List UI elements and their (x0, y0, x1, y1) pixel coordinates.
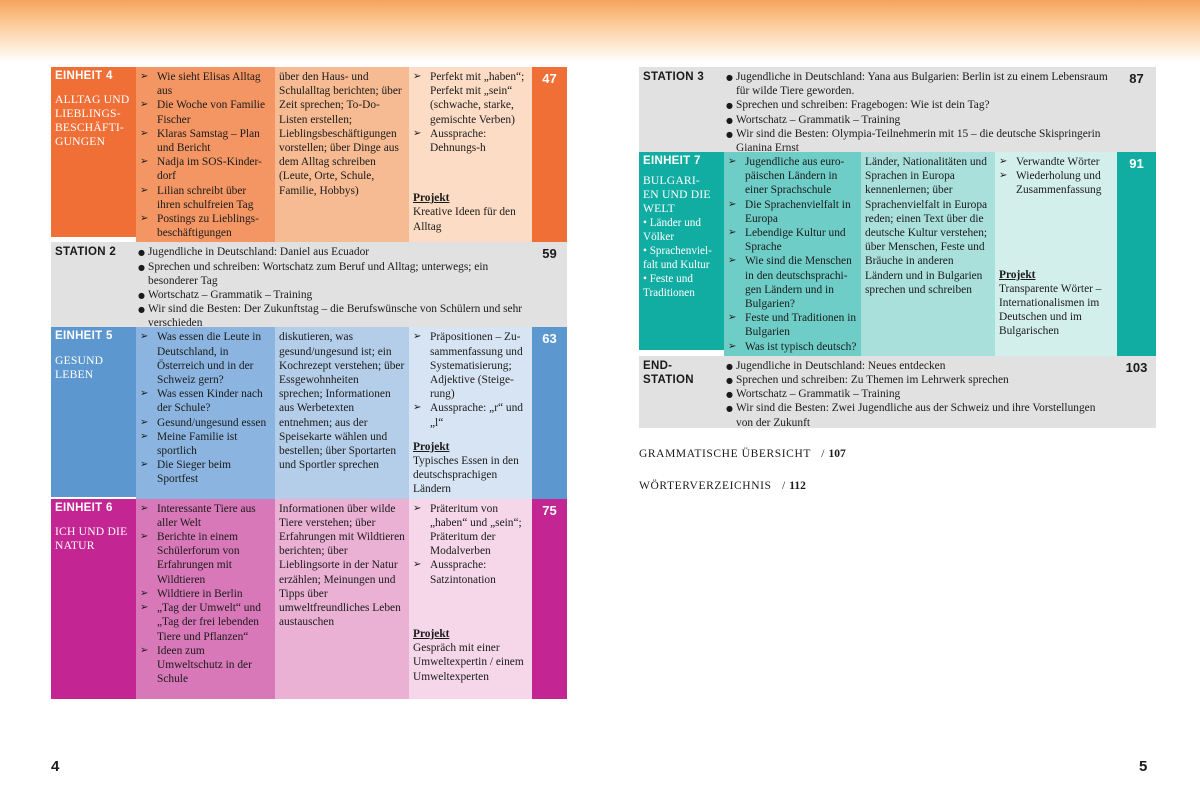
project-text: Kreative Ideen für den Alltag (413, 206, 516, 233)
list-item: ➢ Lebendige Kultur und Sprache (728, 226, 857, 254)
list-item: ➢ Die Woche von Familie Fischer (140, 98, 271, 126)
index-label: WÖRTERVERZEICHNIS (639, 480, 772, 492)
unit6-page-number: 75 (532, 499, 567, 699)
list-item: ➢ Präteritum von „haben“ und „sein“; Präteritum der Modalverben (413, 502, 528, 559)
station2-label: STATION 2 (55, 246, 117, 259)
list-item: ➢ Wildtiere in Berlin (140, 587, 271, 601)
unit7-page-number: 91 (1117, 152, 1156, 356)
unit7-skills: Länder, Nationalitäten und Sprachen in Europa kennenlernen; über Sprachenvielfalt in Europa reden; einen Text über die deutsche Kultur verstehen; über Menschen, Feste und Bräuche in anderen Ländern und in Bulgarien sprechen und schreiben (861, 152, 995, 356)
project-text: Gespräch mit einer Umweltexpertin / einem Umweltexperten (413, 642, 524, 683)
list-item: ➢ Die Sieger beim Sportfest (140, 458, 271, 486)
top-gradient-band (0, 0, 1200, 62)
list-item: ➢ Was essen Kinder nach der Schule? (140, 387, 271, 415)
list-item: ➢ Aussprache: Dehnungs-h (413, 127, 528, 155)
list-item: ● Jugendliche in Deutschland: Yana aus Bulgarien: Berlin ist zu einem Lebensraum für wilde Tiere geworden. (726, 70, 1113, 98)
index-label: GRAMMATISCHE ÜBERSICHT (639, 448, 811, 460)
list-item: ➢ Nadja im SOS-Kinder-dorf (140, 155, 271, 183)
list-item: ➢ Meine Familie ist sportlich (140, 430, 271, 458)
list-item: ● Wortschatz – Grammatik – Training (726, 387, 1113, 401)
list-item: ● Jugendliche in Deutschland: Daniel aus Ecuador (138, 245, 528, 259)
station3-row (639, 67, 1156, 155)
unit7-subtopics: • Länder und Völker • Sprachenviel- falt und Kultur • Feste und Traditionen (643, 217, 712, 300)
unit5-page-number: 63 (532, 327, 567, 498)
unit5-header (51, 327, 136, 497)
unit4-page-number: 47 (532, 67, 567, 242)
unit4-label: EINHEIT 4 (55, 70, 113, 82)
unit7-project (999, 268, 1113, 339)
unit5-title: GESUND LEBEN (55, 353, 104, 381)
list-item: ➢ Was ist typisch deutsch? (728, 340, 857, 354)
list-item: ➢ Gesund/ungesund essen (140, 416, 271, 430)
index-separator: / (781, 480, 786, 492)
list-item: ● Sprechen und schreiben: Zu Themen im Lehrwerk sprechen (726, 373, 1113, 387)
index-page: 112 (789, 480, 806, 492)
station3-label: STATION 3 (643, 71, 705, 83)
project-label: Projekt (413, 627, 450, 640)
page-number-right: 5 (1139, 758, 1148, 775)
left-page-contents-table (51, 67, 567, 699)
unit7-header (639, 152, 724, 350)
project-label: Projekt (413, 192, 450, 205)
station2-row (51, 242, 567, 330)
list-item: ➢ Wiederholung und Zusammenfassung (999, 169, 1113, 197)
list-item: ● Wortschatz – Grammatik – Training (726, 113, 1113, 127)
unit6-skills: Informationen über wilde Tiere verstehen; über Erfahrungen mit Wildtieren berichten; über Lieblingsorte in der Natur erzählen; Meinungen und Tipps über umweltfreundliches Leben austauschen (275, 499, 409, 699)
list-item: ➢ Lilian schreibt über ihren schulfreien Tag (140, 184, 271, 212)
endstation-row (639, 356, 1156, 428)
endstation-page-number: 103 (1125, 359, 1148, 375)
unit5-skills: diskutieren, was gesund/ungesund ist; ein Kochrezept verstehen; über Essgewohnheiten sprechen; Informationen aus Werbetexten entnehmen; aus der Speisekarte wählen und bestellen; über Sportarten und Sportler sprechen (275, 327, 409, 498)
unit7-label: EINHEIT 7 (643, 155, 701, 167)
list-item: ● Wir sind die Besten: Der Zukunftstag – die Berufswünsche von Schülern und sehr verschieden (138, 302, 528, 330)
unit7-grammar (995, 152, 1117, 356)
list-item: ➢ Aussprache: Satzintonation (413, 558, 528, 586)
project-label: Projekt (413, 440, 450, 453)
list-item: ● Wortschatz – Grammatik – Training (138, 288, 528, 302)
list-item: ➢ Jugendliche aus euro-päischen Ländern in einer Sprachschule (728, 155, 857, 198)
station2-page-number: 59 (542, 246, 557, 262)
endstation-items (724, 356, 1117, 432)
station3-items (724, 67, 1117, 157)
index-grammar-overview (639, 448, 846, 460)
list-item: ➢ Perfekt mit „haben“; Perfekt mit „sein“ (schwache, starke, gemischte Verben) (413, 70, 528, 127)
list-item: ➢ Was essen die Leute in Deutschland, in Österreich und in der Schweiz gern? (140, 330, 271, 387)
unit4-header (51, 67, 136, 237)
list-item: ➢ Verwandte Wörter (999, 155, 1113, 169)
endstation-label: END- STATION (643, 359, 694, 386)
index-page: 107 (828, 448, 846, 460)
page-number-left: 4 (51, 758, 60, 775)
index-separator: / (821, 448, 826, 460)
unit4-texts (136, 67, 275, 242)
list-item: ➢ Klaras Samstag – Plan und Bericht (140, 127, 271, 155)
unit6-header (51, 499, 136, 699)
list-item: ➢ Wie sieht Elisas Alltag aus (140, 70, 271, 98)
project-text: Transparente Wörter – Internationalismen im Deutschen und im Bulgarischen (999, 282, 1102, 338)
unit6-project (413, 627, 528, 684)
unit7-texts (724, 152, 861, 356)
project-label: Projekt (999, 268, 1036, 281)
index-vocabulary (639, 480, 806, 492)
unit6-grammar (409, 499, 532, 699)
unit5-project (413, 440, 528, 497)
unit5-grammar (409, 327, 532, 498)
list-item: ● Wir sind die Besten: Olympia-Teilnehmerin mit 15 – die deutsche Skispringerin Gianina Ernst (726, 127, 1113, 155)
unit5-label: EINHEIT 5 (55, 330, 113, 343)
list-item: ● Sprechen und schreiben: Fragebogen: Wie ist dein Tag? (726, 98, 1113, 112)
list-item: ● Jugendliche in Deutschland: Neues entdecken (726, 359, 1113, 373)
list-item: ➢ Feste und Traditionen in Bulgarien (728, 311, 857, 339)
right-page-contents-table (639, 67, 1156, 428)
unit4-project (413, 191, 528, 234)
unit6-texts (136, 499, 275, 699)
unit4-grammar (409, 67, 532, 242)
unit4-skills: über den Haus- und Schulalltag berichten; über Zeit sprechen; To-Do-Listen erstellen; Lieblingsbeschäftigungen vorstellen; über Dinge aus dem Alltag schreiben (Leute, Orte, Schule, Familie, Hobbys) (275, 67, 409, 242)
station3-page-number: 87 (1129, 71, 1144, 86)
unit5-texts (136, 327, 275, 498)
list-item: ➢ Die Sprachenvielfalt in Europa (728, 198, 857, 226)
unit7-title: BULGARI- EN UND DIE WELT (643, 174, 711, 216)
list-item: ➢ Wie sind die Menschen in den deutschsprachi-gen Ländern und in Bulgarien? (728, 254, 857, 311)
unit6-label: EINHEIT 6 (55, 501, 113, 514)
unit6-title: ICH UND DIE NATUR (55, 524, 128, 552)
station2-items (136, 242, 532, 332)
list-item: ➢ Präpositionen – Zu-sammenfassung und Systematisierung; Adjektive (Steige-rung) (413, 330, 528, 401)
list-item: ➢ Ideen zum Umweltschutz in der Schule (140, 644, 271, 687)
unit4-title: ALLTAG UND LIEBLINGS- BESCHÄFTI- GUNGEN (55, 93, 130, 149)
list-item: ➢ Interessante Tiere aus aller Welt (140, 502, 271, 530)
list-item: ● Sprechen und schreiben: Wortschatz zum Beruf und Alltag; unterwegs; ein besonderer Tag (138, 260, 528, 288)
list-item: ➢ Postings zu Lieblings-beschäftigungen (140, 212, 271, 240)
list-item: ➢ „Tag der Umwelt“ und „Tag der frei lebenden Tiere und Pflanzen“ (140, 601, 271, 644)
list-item: ➢ Aussprache: „r“ und „l“ (413, 401, 528, 429)
list-item: ● Wir sind die Besten: Zwei Jugendliche aus der Schweiz und ihre Vorstellungen von der Zukunft (726, 401, 1113, 429)
project-text: Typisches Essen in den deutschsprachigen Ländern (413, 455, 519, 496)
list-item: ➢ Berichte in einem Schülerforum von Erfahrungen mit Wildtieren (140, 530, 271, 587)
